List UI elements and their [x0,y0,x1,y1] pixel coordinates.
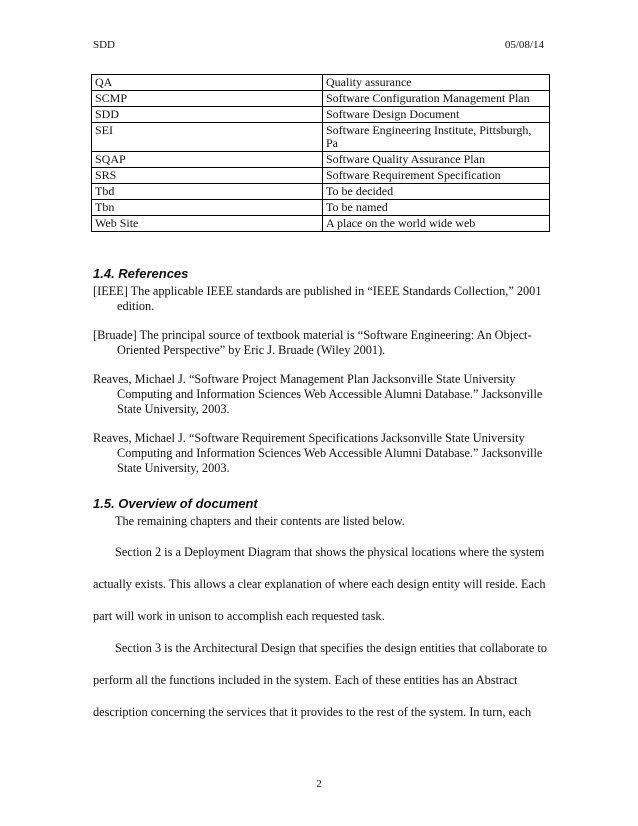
table-row [92,200,550,216]
table-row [92,75,550,91]
table-row [92,168,550,184]
acronym-term: Tbd [92,184,323,200]
reference-item: Reaves, Michael J. “Software Requirement Specifications Jacksonville State University Computing and Information Sciences Web Accessible Alumni Database.” Jacksonville State University, 2003. [93,431,543,475]
overview-heading: 1.5. Overview of document [93,496,258,511]
acronym-term: SEI [92,123,323,152]
reference-list [93,284,545,476]
reference-item: Reaves, Michael J. “Software Project Management Plan Jacksonville State University Computing and Information Sciences Web Accessible Alumni Database.” Jacksonville State University, 2003. [93,372,543,416]
overview-paragraph: Section 3 is the Architectural Design that specifies the design entities that collaborate to perform all the functions included in the system. Each of these entities has an Abstract description concerning the services that it provides to the rest of the system. In turn, each [93,641,547,719]
acronym-table [91,74,550,232]
acronym-term: SCMP [92,91,323,107]
header-title: SDD [93,39,116,51]
overview-paragraph: Section 2 is a Deployment Diagram that shows the physical locations where the system actually exists. This allows a clear explanation of where each design entity will reside. Each part will work in unison to accomplish each requested task. [93,545,546,623]
acronym-definition: Quality assurance [323,75,550,91]
acronym-term: QA [92,75,323,91]
table-row [92,152,550,168]
reference-item: [IEEE] The applicable IEEE standards are published in “IEEE Standards Collection,” 2001 edition. [93,284,542,313]
acronym-term: Tbn [92,200,323,216]
reference-item: [Bruade] The principal source of textbook material is “Software Engineering: An Object-Oriented Perspective” by Eric J. Bruade (Wiley 2001). [93,328,532,357]
acronym-term: SQAP [92,152,323,168]
overview-intro: The remaining chapters and their contents are listed below. [115,514,405,528]
acronym-definition: To be decided [323,184,550,200]
acronym-term: SDD [92,107,323,123]
overview-body [93,536,548,728]
acronym-definition: To be named [323,200,550,216]
table-row [92,184,550,200]
acronym-definition: Software Configuration Management Plan [323,91,550,107]
acronym-definition: Software Requirement Specification [323,168,550,184]
table-row [92,123,550,152]
page-number: 2 [316,778,322,790]
acronym-definition: A place on the world wide web [323,216,550,232]
acronym-definition: Software Engineering Institute, Pittsburgh, Pa [323,123,550,152]
acronym-term: SRS [92,168,323,184]
acronym-definition: Software Quality Assurance Plan [323,152,550,168]
table-row [92,216,550,232]
table-row [92,91,550,107]
header-date: 05/08/14 [504,39,544,51]
table-row [92,107,550,123]
references-heading: 1.4. References [93,266,189,281]
acronym-definition: Software Design Document [323,107,550,123]
acronym-term: Web Site [92,216,323,232]
